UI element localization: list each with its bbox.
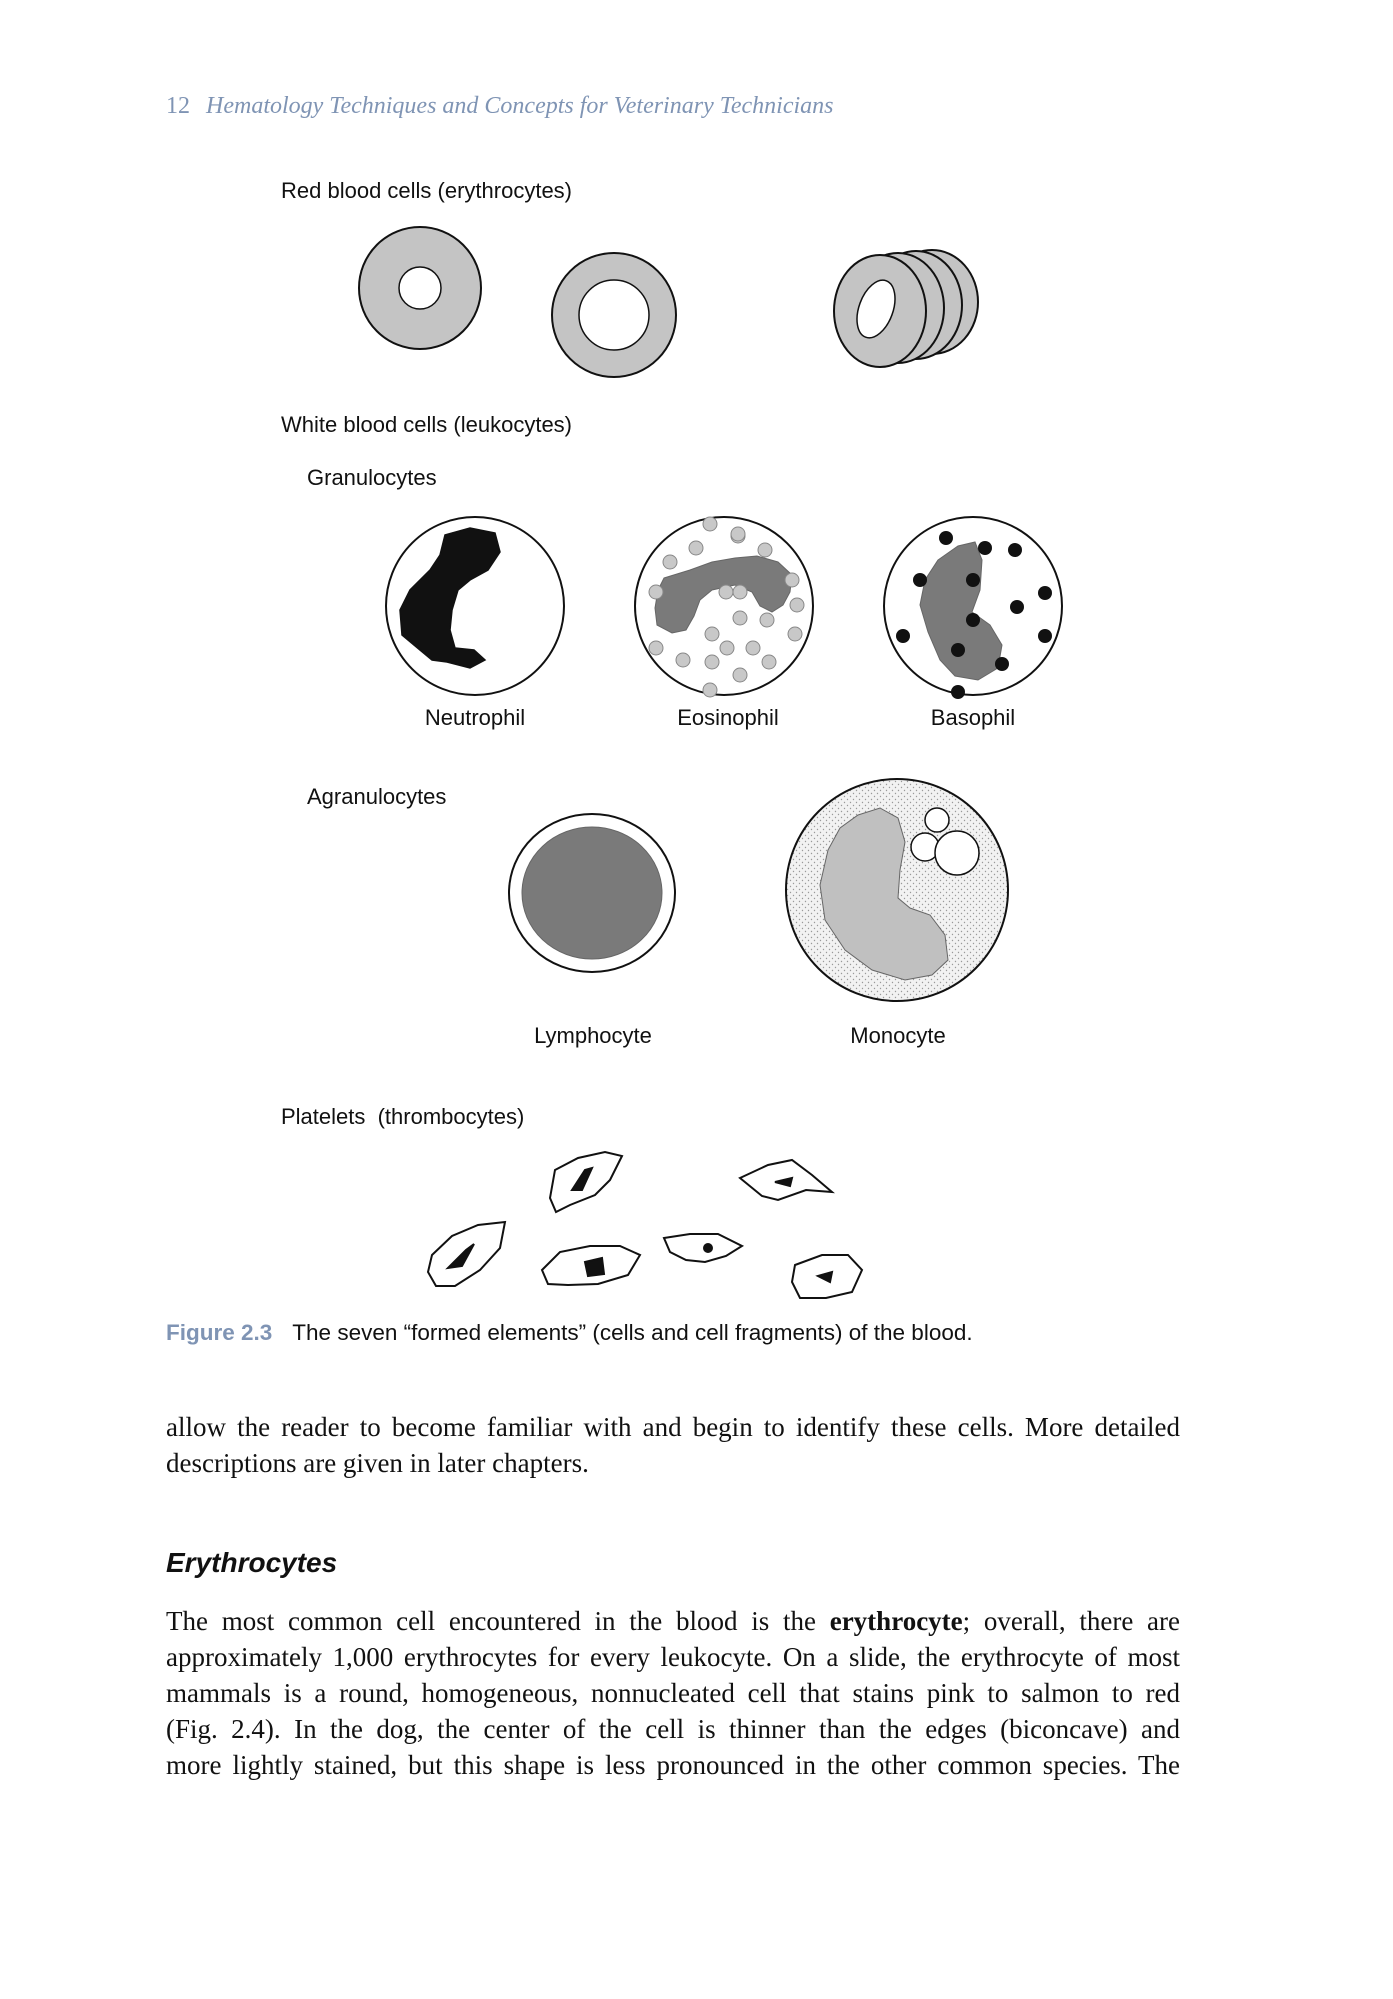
paragraph-line: [166, 1603, 1180, 1639]
monocyte-label: Monocyte: [850, 1023, 946, 1048]
line-text-after: ; overall, there are: [962, 1606, 1180, 1636]
line-text-before: The most common cell encountered in the blood is the: [166, 1606, 830, 1636]
lymphocyte-icon: [509, 814, 675, 972]
paragraph-line: approximately 1,000 erythrocytes for every leukocyte. On a slide, the erythrocyte of most: [166, 1642, 1180, 1672]
rbc-heading: Red blood cells (erythrocytes): [281, 178, 573, 203]
rbc-biconcave-icon: [552, 253, 676, 377]
eosinophil-icon: [635, 517, 813, 697]
caption-text: The seven “formed elements” (cells and cell fragments) of the blood.: [292, 1320, 973, 1345]
platelets-icon: [428, 1152, 862, 1298]
paragraph-erythrocytes: [166, 1603, 1180, 1783]
monocyte-icon: [786, 779, 1008, 1001]
paragraph-line: (Fig. 2.4). In the dog, the center of the cell is thinner than the edges (biconcave) and: [166, 1714, 1180, 1744]
figure-caption: [166, 1320, 973, 1346]
book-title: Hematology Techniques and Concepts for Veterinary Technicians: [206, 93, 834, 119]
rbc-rouleaux-icon: [834, 250, 978, 367]
paragraph-continuation: [166, 1409, 1180, 1481]
platelets-heading: Platelets (thrombocytes): [281, 1104, 525, 1129]
lymphocyte-label: Lymphocyte: [534, 1023, 652, 1048]
agranulocytes-heading: Agranulocytes: [307, 784, 447, 809]
neutrophil-icon: [386, 517, 564, 695]
section-heading: Erythrocytes: [166, 1547, 338, 1578]
paragraph-line: descriptions are given in later chapters.: [166, 1448, 589, 1478]
neutrophil-label: Neutrophil: [424, 705, 526, 730]
paragraph-line: allow the reader to become familiar with and begin to identify these cells. More detailed: [166, 1412, 1180, 1442]
granulocytes-heading: Granulocytes: [307, 465, 437, 490]
basophil-icon: [884, 517, 1062, 699]
wbc-heading: White blood cells (leukocytes): [281, 412, 573, 437]
rbc-flat-icon: [359, 227, 481, 349]
paragraph-line: mammals is a round, homogeneous, nonnucleated cell that stains pink to salmon to red: [166, 1678, 1180, 1708]
page-number: 12: [166, 93, 190, 119]
figure-number: Figure 2.3: [166, 1320, 273, 1345]
paragraph-line: more lightly stained, but this shape is less pronounced in the other common species. The: [166, 1750, 1180, 1780]
eosinophil-label: Eosinophil: [677, 705, 779, 730]
bold-term: erythrocyte: [829, 1606, 963, 1636]
basophil-label: Basophil: [930, 705, 1016, 730]
